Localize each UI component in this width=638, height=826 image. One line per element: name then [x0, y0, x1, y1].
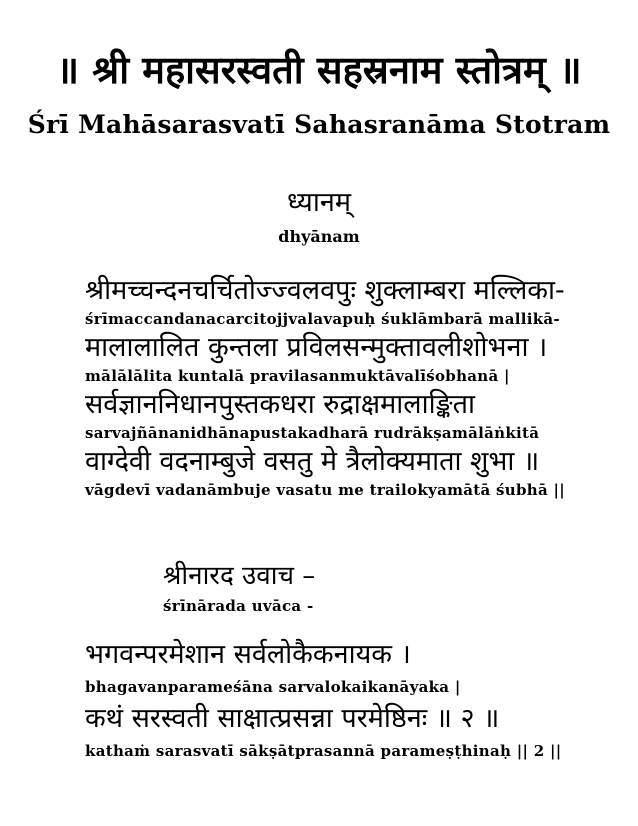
- speaker-transliteration: śrīnārada uvāca -: [163, 597, 314, 615]
- verse-line-devanagari: भगवन्परमेशान सर्वलोकैकनायक ।: [85, 639, 411, 670]
- section-heading-devanagari: ध्यानम्: [287, 187, 351, 218]
- dhyana-verse-block: [85, 274, 608, 502]
- verse-line-devanagari: कथं सरस्वती साक्षात्प्रसन्ना परमेष्ठिनः ॥ २ ॥: [85, 703, 500, 734]
- verse-line-devanagari: सर्वज्ञाननिधानपुस्तकधरा रुद्राक्षमालाङ्किता: [85, 389, 476, 420]
- verse-line-transliteration: vāgdevī vadanāmbuje vasatu me trailokyamātā śubhā ||: [85, 481, 566, 499]
- verse-line-devanagari: वाग्देवी वदनाम्बुजे वसतु मे त्रैलोक्यमाता शुभा ॥: [85, 446, 540, 477]
- verse-2-block: [85, 636, 608, 764]
- verse-line-transliteration: sarvajñānanidhānapustakadharā rudrākṣamālāṅkitā: [85, 424, 540, 442]
- verse-line-transliteration: bhagavanparameśāna sarvalokaikanāyaka |: [85, 678, 461, 696]
- speaker-attribution-block: [163, 558, 608, 618]
- verse-line-devanagari: मालालालित कुन्तला प्रविलसन्मुक्तावलीशोभना ।: [85, 332, 548, 363]
- verse-line-transliteration: kathaṁ sarasvatī sākṣātprasannā parameṣṭhinaḥ || 2 ||: [85, 742, 562, 760]
- title-transliteration: Śrī Mahāsarasvatī Sahasranāma Stotram: [27, 110, 611, 139]
- verse-line-devanagari: श्रीमच्चन्दनचर्चितोज्ज्वलवपुः शुक्लाम्बरा मल्लिका-: [85, 275, 565, 306]
- section-heading-transliteration: dhyānam: [278, 227, 360, 246]
- verse-line-transliteration: mālālālita kuntalā pravilasanmuktāvalīśobhanā |: [85, 367, 510, 385]
- title-devanagari: ॥ श्री महासरस्वती सहस्रनाम स्तोत्रम् ॥: [56, 48, 582, 92]
- speaker-devanagari: श्रीनारद उवाच –: [163, 561, 316, 591]
- verse-line-transliteration: śrīmaccandanacarcitojjvalavapuḥ śuklāmbarā mallikā-: [85, 310, 560, 328]
